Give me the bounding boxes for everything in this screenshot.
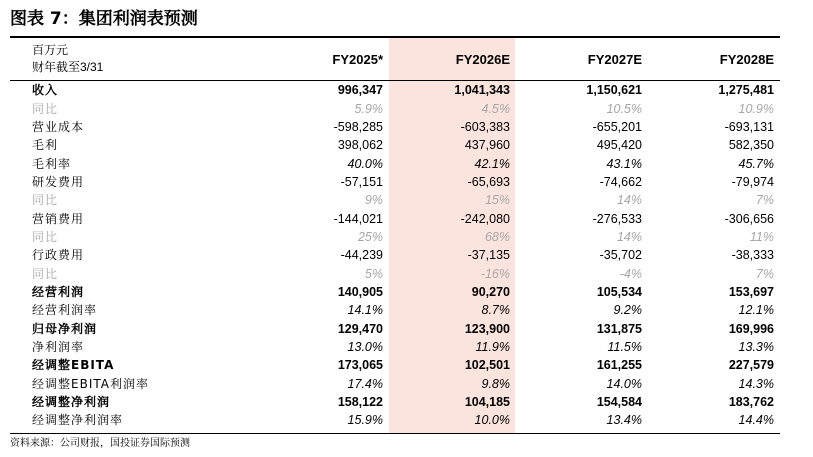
cell-value: 17.4% xyxy=(347,376,383,391)
table-row xyxy=(10,338,780,356)
cell-value: 996,347 xyxy=(337,83,383,98)
cell-value: 10.0% xyxy=(474,413,510,428)
row-label: 经调整EBITA利润率 xyxy=(32,376,149,391)
bottom-rule xyxy=(10,433,780,434)
cell-value: -242,080 xyxy=(460,211,510,226)
table-row xyxy=(10,118,780,136)
cell-value: 183,762 xyxy=(728,395,774,410)
table-row xyxy=(10,228,780,246)
cell-value: 14.3% xyxy=(738,376,774,391)
cell-value: 582,350 xyxy=(728,138,774,153)
unit-label xyxy=(10,38,262,81)
table-row xyxy=(10,99,780,117)
table-row xyxy=(10,81,780,100)
cell-value: 42.1% xyxy=(474,156,510,171)
row-label: 经调整净利润 xyxy=(32,395,111,410)
table-row xyxy=(10,411,780,429)
year-header-fy2026e: FY2026E xyxy=(455,51,510,67)
table-row xyxy=(10,209,780,227)
cell-value: 9% xyxy=(364,193,383,208)
table-row xyxy=(10,264,780,282)
row-label: 毛利率 xyxy=(32,156,72,171)
row-label: 经调整EBITA xyxy=(32,358,115,373)
cell-value: 154,584 xyxy=(596,395,642,410)
cell-value: -598,285 xyxy=(333,119,383,134)
table-row xyxy=(10,319,780,337)
cell-value: 7% xyxy=(755,193,774,208)
table-row xyxy=(10,191,780,209)
cell-value: 161,255 xyxy=(596,358,642,373)
cell-value: -35,702 xyxy=(599,248,642,263)
table-row xyxy=(10,173,780,191)
cell-value: -37,135 xyxy=(467,248,510,263)
cell-value: 1,275,481 xyxy=(718,83,774,98)
cell-value: 8.7% xyxy=(481,303,510,318)
cell-value: 4.5% xyxy=(481,101,510,116)
row-label: 同比 xyxy=(32,229,59,244)
row-label: 收入 xyxy=(32,83,59,98)
table-row xyxy=(10,393,780,411)
unit-label-line1: 百万元 xyxy=(32,43,69,57)
cell-value: 1,150,621 xyxy=(586,83,642,98)
year-header-fy2027e: FY2027E xyxy=(587,51,642,67)
cell-value: 15.9% xyxy=(347,413,383,428)
row-label: 行政费用 xyxy=(32,248,85,263)
cell-value: 5% xyxy=(364,266,383,281)
cell-value: 14% xyxy=(616,193,642,208)
year-header-fy2028e: FY2028E xyxy=(719,51,774,67)
row-label: 营销费用 xyxy=(32,211,85,226)
cell-value: 7% xyxy=(755,266,774,281)
cell-value: -4% xyxy=(619,266,642,281)
row-label: 归母净利润 xyxy=(32,321,98,336)
cell-value: 9.2% xyxy=(613,303,642,318)
cell-value: 398,062 xyxy=(337,138,383,153)
table-row xyxy=(10,301,780,319)
row-label: 营业成本 xyxy=(32,119,85,134)
cell-value: 9.8% xyxy=(481,376,510,391)
table-row xyxy=(10,136,780,154)
cell-value: 15% xyxy=(484,193,510,208)
cell-value: 104,185 xyxy=(464,395,510,410)
source-note: 资料来源：公司财报，国投证券国际预测 xyxy=(10,438,190,449)
cell-value: 11% xyxy=(749,229,774,244)
cell-value: 495,420 xyxy=(596,138,642,153)
cell-value: 169,996 xyxy=(728,321,774,336)
cell-value: 11.9% xyxy=(475,339,510,354)
year-header-fy2025: FY2025* xyxy=(332,51,383,67)
cell-value: 43.1% xyxy=(606,156,642,171)
cell-value: 1,041,343 xyxy=(454,83,510,98)
cell-value: 45.7% xyxy=(738,156,774,171)
cell-value: 5.9% xyxy=(354,101,383,116)
cell-value: -38,333 xyxy=(731,248,774,263)
cell-value: -693,131 xyxy=(724,119,774,134)
row-label: 毛利 xyxy=(32,138,59,153)
cell-value: 25% xyxy=(357,229,383,244)
cell-value: -306,656 xyxy=(724,211,774,226)
cell-value: -44,239 xyxy=(340,248,383,263)
cell-value: 68% xyxy=(484,229,510,244)
row-label: 同比 xyxy=(32,193,59,208)
cell-value: 13.0% xyxy=(347,339,383,354)
cell-value: 13.3% xyxy=(738,339,774,354)
row-label: 经营利润 xyxy=(32,284,85,299)
cell-value: 10.5% xyxy=(606,101,642,116)
cell-value: 158,122 xyxy=(337,395,383,410)
cell-value: 105,534 xyxy=(596,284,642,299)
cell-value: 102,501 xyxy=(464,358,510,373)
cell-value: 153,697 xyxy=(728,284,774,299)
cell-value: 129,470 xyxy=(337,321,383,336)
cell-value: 14% xyxy=(616,229,642,244)
table-row xyxy=(10,154,780,172)
cell-value: 14.4% xyxy=(738,413,774,428)
cell-value: 13.4% xyxy=(606,413,642,428)
row-label: 研发费用 xyxy=(32,174,85,189)
cell-value: -74,662 xyxy=(599,174,642,189)
table-row xyxy=(10,356,780,374)
cell-value: -276,533 xyxy=(592,211,642,226)
table-row xyxy=(10,246,780,264)
header-row xyxy=(10,38,780,81)
income-statement-table xyxy=(10,38,780,430)
cell-value: 12.1% xyxy=(738,303,774,318)
cell-value: -79,974 xyxy=(731,174,774,189)
cell-value: 14.0% xyxy=(606,376,642,391)
cell-value: 90,270 xyxy=(471,284,510,299)
cell-value: 227,579 xyxy=(728,358,774,373)
unit-label-line2: 财年截至3/31 xyxy=(32,60,104,74)
figure-title: 图表 7：集团利润表预测 xyxy=(10,9,198,29)
row-label: 经营利润率 xyxy=(32,303,98,318)
row-label: 同比 xyxy=(32,266,59,281)
cell-value: 40.0% xyxy=(347,156,383,171)
cell-value: 140,905 xyxy=(337,284,383,299)
row-label: 经调整净利润率 xyxy=(32,413,124,428)
cell-value: -655,201 xyxy=(592,119,642,134)
cell-value: 437,960 xyxy=(464,138,510,153)
cell-value: -144,021 xyxy=(333,211,383,226)
table-body xyxy=(10,81,780,430)
cell-value: -65,693 xyxy=(467,174,510,189)
cell-value: 123,900 xyxy=(464,321,510,336)
cell-value: 11.5% xyxy=(607,339,642,354)
table-row xyxy=(10,283,780,301)
table-row xyxy=(10,375,780,393)
row-label: 净利润率 xyxy=(32,339,85,354)
cell-value: 10.9% xyxy=(738,101,774,116)
cell-value: 14.1% xyxy=(347,303,383,318)
cell-value: -603,383 xyxy=(460,119,510,134)
cell-value: -16% xyxy=(480,266,510,281)
row-label: 同比 xyxy=(32,101,59,116)
cell-value: -57,151 xyxy=(340,174,383,189)
cell-value: 173,065 xyxy=(337,358,383,373)
cell-value: 131,875 xyxy=(596,321,642,336)
